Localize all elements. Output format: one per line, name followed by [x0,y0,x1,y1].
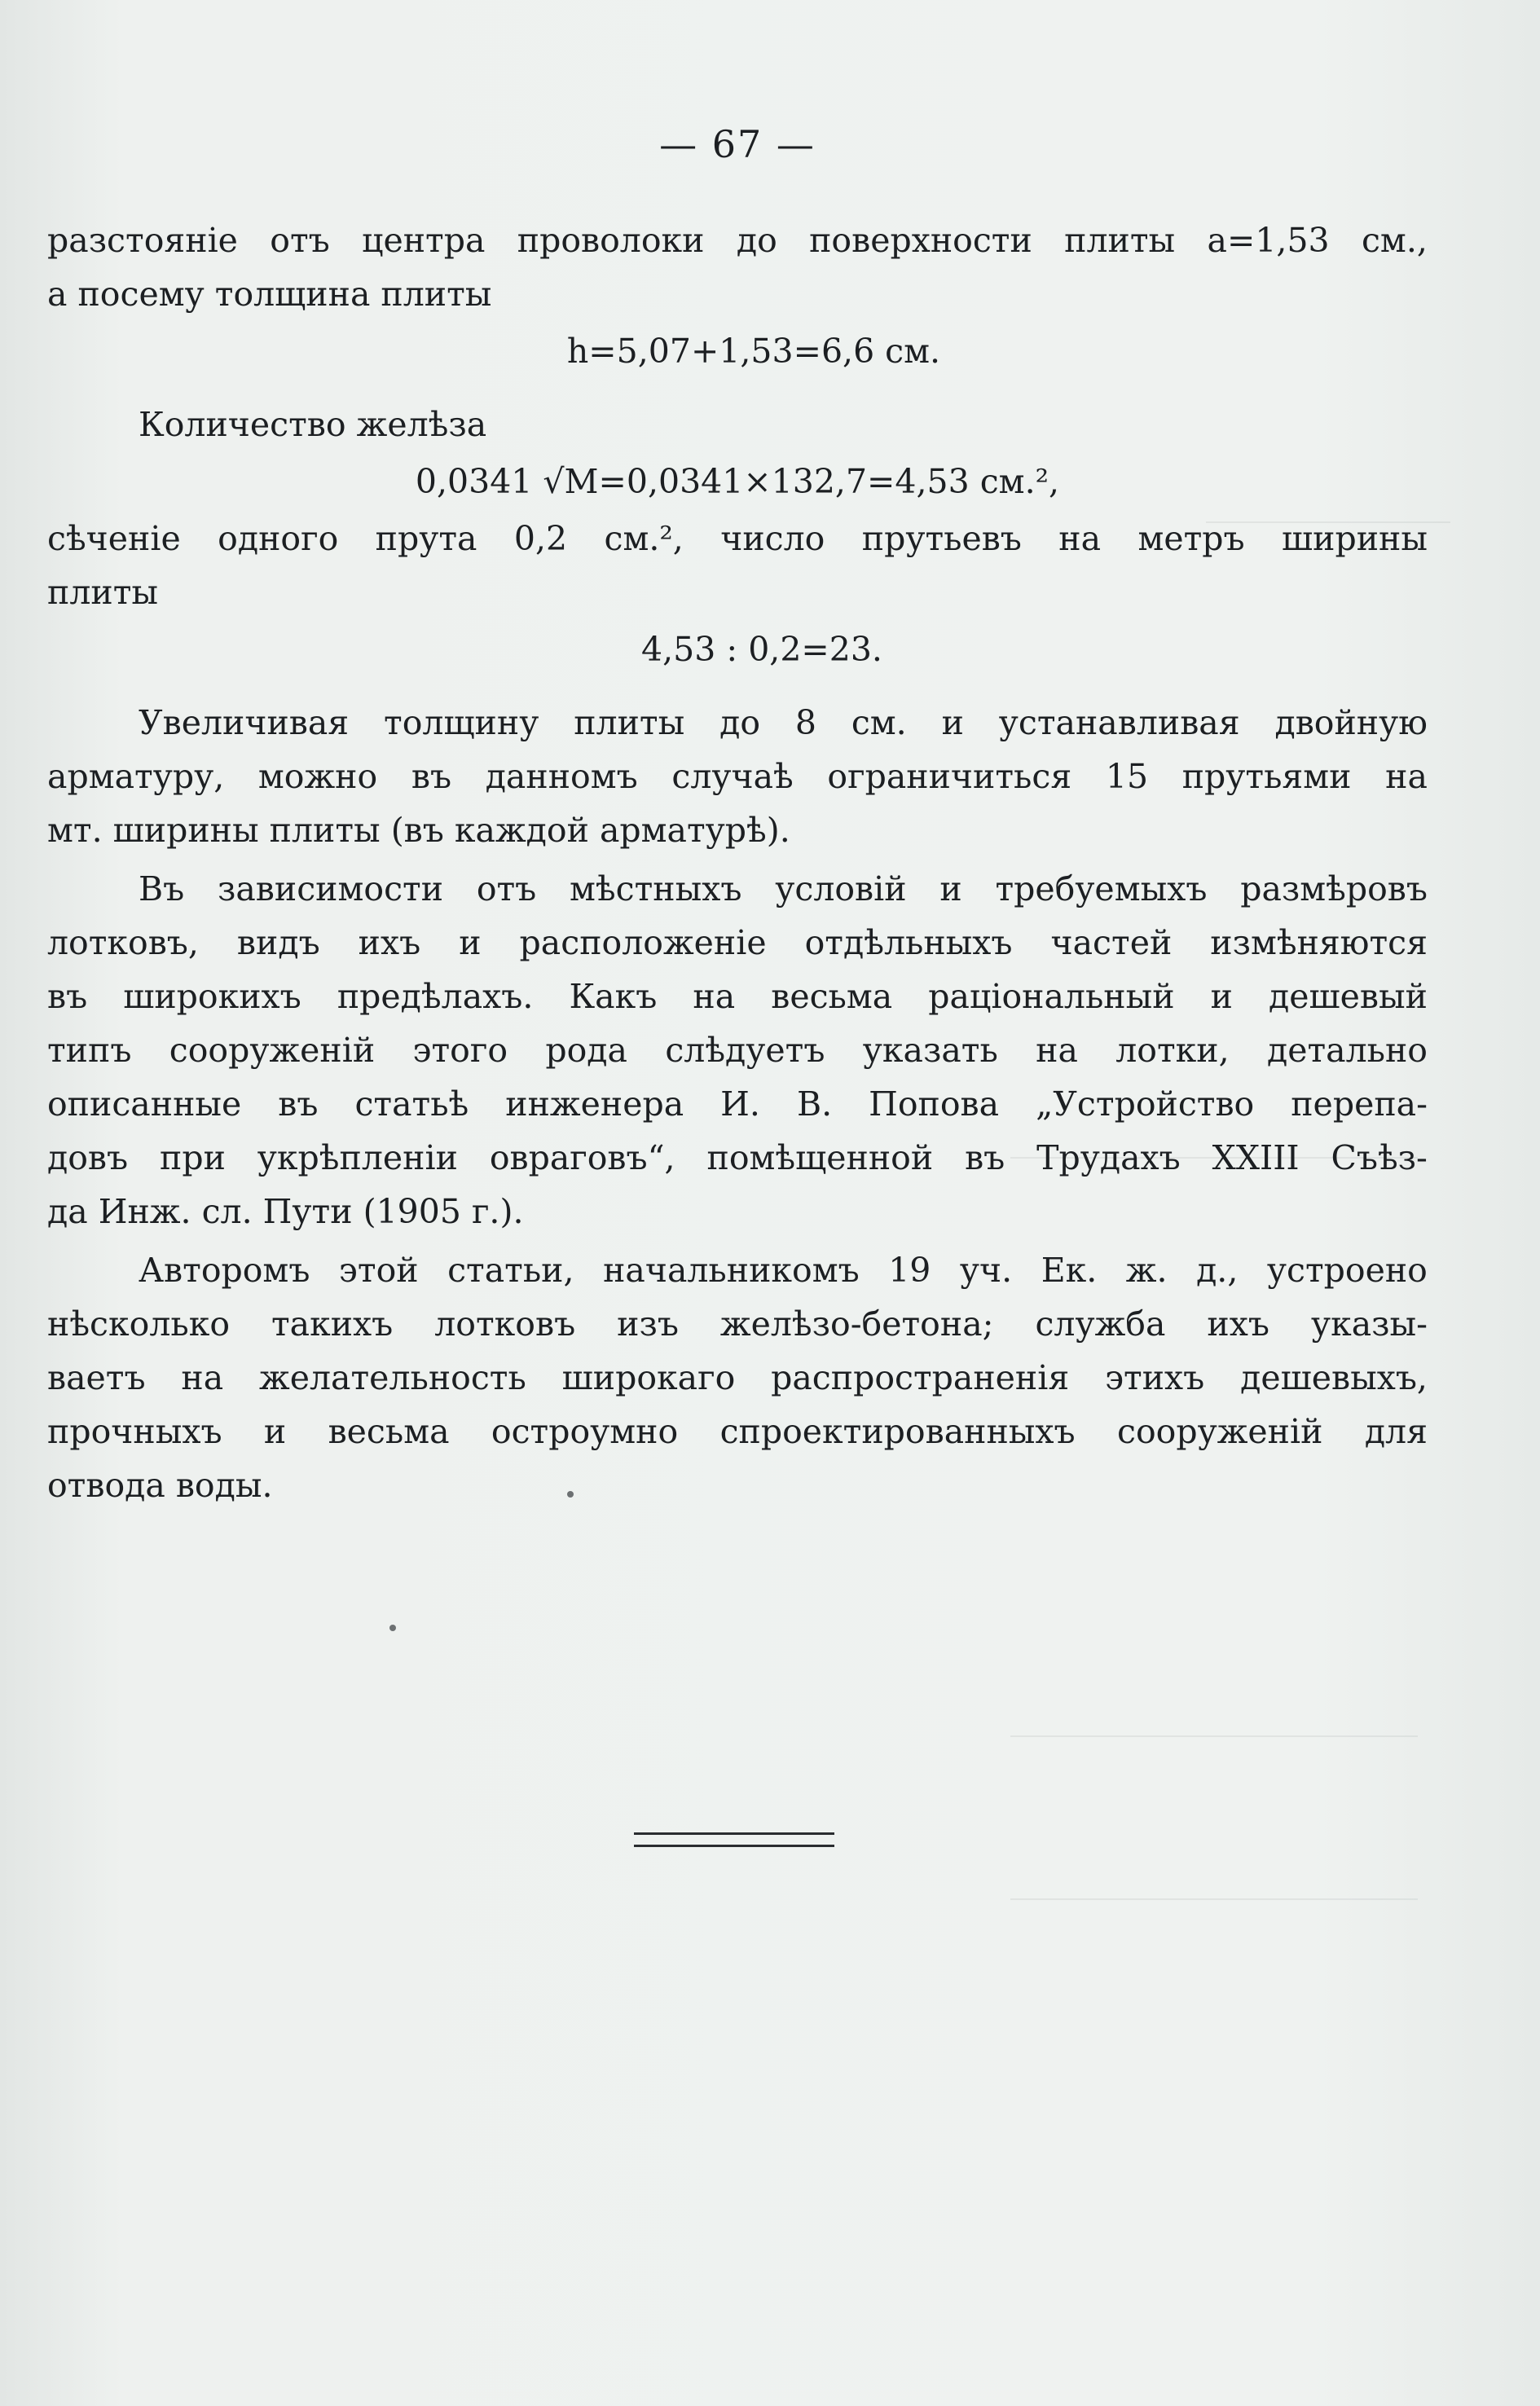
text-line: Количество желѣза [139,405,487,444]
formula-thickness: h=5,07+1,53=6,6 см. [566,332,941,371]
formula-iron-quantity: 0,0341 √M=0,0341×132,7=4,53 см.², [415,462,1060,501]
body-text [47,213,1428,1512]
text-line: Увеличивая толщину плиты до 8 см. и устанавливая двойную [139,703,1428,742]
text-line: прочныхъ и весьма остроумно спроектированныхъ сооруженiй для [47,1412,1428,1451]
ink-speck [389,1625,396,1631]
text-line: сѣченie одного прута 0,2 см.², число прутьевъ на метръ ширины [47,519,1428,558]
formula-bar-count: 4,53 : 0,2=23. [641,630,882,669]
text-line: Авторомъ этой статьи, начальникомъ 19 уч. Ек. ж. д., устроено [139,1251,1428,1290]
text-line: въ широкихъ предѣлахъ. Какъ на весьма рацiональный и дешевый [47,977,1428,1016]
text-line: довъ при укрѣпленiи овраговъ“, помѣщенной въ Трудахъ XXIII Съѣз- [47,1138,1428,1177]
text-line: да Инж. сл. Пути (1905 г.). [47,1192,524,1231]
text-line: арматуру, можно въ данномъ случаѣ ограничиться 15 прутьями на [47,757,1428,796]
text-line: описанные въ статьѣ инженера И. В. Попова „Устройство перепа- [47,1084,1428,1124]
text-line: а посему толщина плиты [47,275,492,314]
ink-speck [567,1491,574,1498]
page-number: — 67 — [659,122,816,166]
text-line: отвода воды. [47,1466,273,1505]
text-line: типъ сооруженiй этого рода слѣдуетъ указать на лотки, детально [47,1031,1428,1070]
text-line: Въ зависимости отъ мѣстныхъ условiй и требуемыхъ размѣровъ [139,869,1428,908]
text-line: лотковъ, видъ ихъ и расположенie отдѣльныхъ частей измѣняются [47,923,1428,962]
text-line: разстоянie отъ центра проволоки до поверхности плиты a=1,53 см., [47,221,1428,260]
text-line: ваетъ на желательность широкаго распространенiя этихъ дешевыхъ, [47,1358,1428,1397]
text-line: мт. ширины плиты (въ каждой арматурѣ). [47,811,790,850]
text-line: нѣсколько такихъ лотковъ изъ желѣзо-бетона; служба ихъ указы- [47,1304,1428,1344]
section-end-rule [634,1832,834,1847]
text-line: плиты [47,573,159,612]
